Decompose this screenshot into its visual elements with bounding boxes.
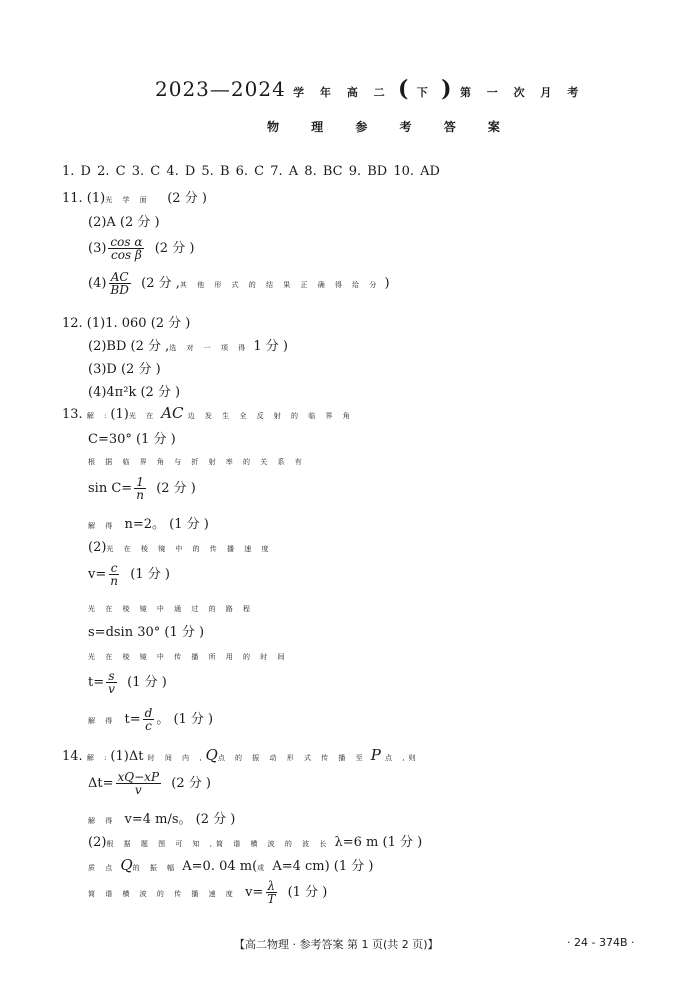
q14-l2-score: (2 分 ): [171, 776, 211, 791]
exam-subtitle: 物 理 参 考 答 案: [267, 120, 514, 134]
q14-l1-note4: 点 ,则: [385, 754, 420, 762]
q14-l5-main: A=0. 04 m(: [182, 859, 258, 874]
q11-l3-den: cos β: [111, 248, 142, 262]
q13-line8: 光 在 棱 镜 中 通 过 的 路 程: [88, 605, 255, 613]
q13-line9: s=dsin 30° (1 分 ): [88, 625, 205, 640]
q14-l6-pre: v=: [245, 885, 264, 900]
q13-l12-note: 解 得: [88, 717, 117, 725]
q13-l7-fraction: [108, 562, 120, 587]
q11-l4-fraction: [108, 271, 130, 296]
title-paren-close: ): [441, 76, 453, 102]
q14-l1-note2: 时 间 内 ,: [147, 754, 206, 762]
q11-l3-label: (3): [88, 241, 107, 256]
q14-line3: [88, 808, 235, 827]
q11-line1: [62, 187, 207, 206]
q13-l1-note3: 边 发 生 全 反 射 的 临 界 角: [187, 412, 354, 420]
q13-l1-label: 13.: [62, 407, 83, 422]
q14-l1-p: P: [370, 746, 381, 764]
q13-l11-score: (1 分 ): [127, 675, 167, 690]
q13-l11-pre: t=: [88, 675, 105, 690]
q11-l3-fraction: [108, 236, 144, 261]
q13-line3: 根 据 临 界 角 与 折 射 率 的 关 系 有: [88, 458, 306, 466]
q14-l5-note3: 或: [257, 864, 269, 872]
q12-l2-note: 选 对 一 项 得: [169, 344, 250, 352]
q14-l5-end: A=4 cm) (1 分 ): [272, 859, 374, 874]
q12-line3: (3)D (2 分 ): [88, 362, 161, 377]
q12-l2-main: (2)BD (2 分 ,: [88, 339, 170, 354]
q13-line10: 光 在 棱 镜 中 传 播 所 用 的 时 间: [88, 653, 289, 661]
q13-l1-ac: AC: [161, 404, 184, 422]
q14-l6-note: 简 谐 横 波 的 传 播 速 度: [88, 890, 237, 898]
q14-l1-label: 14.: [62, 749, 83, 764]
q11-l1-note: 光 学 面: [105, 196, 151, 204]
q13-l4-num: 1: [136, 475, 144, 489]
q11-line3: [88, 236, 194, 261]
q11-l1-score: (2 分 ): [167, 191, 207, 206]
title-paren-open: (: [398, 76, 410, 102]
q13-l7-num: c: [110, 561, 118, 575]
footer-code: · 24 - 374B ·: [567, 936, 635, 949]
q13-l1-note2: 光 在: [128, 412, 158, 420]
q13-l11-fraction: [106, 670, 117, 695]
q13-l6-main: (2): [88, 540, 107, 555]
title-years: 2023—2024: [155, 77, 286, 101]
q14-line1: [62, 746, 419, 764]
q13-l11-den: v: [108, 682, 115, 696]
q13-l5-main: n=2。 (1 分 ): [124, 517, 209, 532]
q13-line11: [88, 670, 167, 695]
q14-l1-note1: 解 :: [86, 754, 111, 762]
q14-l2-num: xQ−xP: [117, 770, 160, 784]
q14-l6-num: λ: [267, 879, 276, 893]
q14-l1-note3: 点 的 振 动 形 式 传 播 至: [217, 754, 367, 762]
footer-page-info: 【高二物理 · 参考答案 第 1 页(共 2 页)】: [234, 938, 439, 951]
q14-l2-den: v: [134, 783, 142, 797]
q11-l3-score: (2 分 ): [154, 241, 195, 256]
q13-l4-score: (2 分 ): [156, 481, 196, 496]
q14-line4: [88, 831, 422, 850]
q14-l4-end: λ=6 m (1 分 ): [334, 835, 423, 850]
q14-line6: [88, 880, 327, 905]
q13-l5-note: 解 得: [88, 522, 117, 530]
q12-line4: (4)4π²k (2 分 ): [88, 385, 181, 400]
title-exam: 第 一 次 月 考: [459, 86, 585, 99]
q14-l4-note: 根 据 题 图 可 知 ,简 谐 横 波 的 波 长: [106, 840, 331, 848]
q11-line2: (2)A (2 分 ): [88, 215, 160, 230]
q14-l4-main: (2): [88, 835, 107, 850]
q13-l7-pre: v=: [88, 567, 107, 582]
q14-l6-den: T: [267, 892, 276, 906]
q11-l4-num: AC: [110, 270, 129, 284]
title-paren-text: 下: [416, 86, 434, 99]
q13-l4-den: n: [136, 488, 144, 502]
q12-line2: [88, 335, 288, 354]
q13-l4-pre: sin C=: [88, 481, 133, 496]
q11-line4: [88, 271, 390, 296]
q13-line6: [88, 540, 272, 555]
q13-line7: [88, 562, 170, 587]
q14-l6-score: (1 分 ): [287, 885, 328, 900]
q14-l1-q: Q: [205, 746, 218, 764]
q11-l4-close: ): [384, 276, 390, 291]
q13-line5: [88, 513, 209, 532]
q14-l5-note2: 的 振 幅: [132, 864, 179, 872]
q14-line2: [88, 771, 211, 796]
q11-l4-note: 其 他 形 式 的 结 果 正 确 得 给 分: [179, 281, 381, 289]
q11-l3-num: cos α: [110, 235, 143, 249]
q11-l4-label: (4): [88, 276, 107, 291]
q14-l5-note1: 质 点: [88, 864, 117, 872]
q13-l12-score: 。 (1 分 ): [156, 712, 214, 727]
q13-line1: [62, 404, 354, 422]
q14-l3-note: 解 得: [88, 817, 117, 825]
q13-l7-score: (1 分 ): [130, 567, 170, 582]
q13-l1-main: (1): [110, 407, 129, 422]
q13-line4: [88, 476, 196, 501]
q14-l5-q: Q: [120, 856, 133, 874]
exam-title: [155, 76, 584, 102]
q13-line2: C=30° (1 分 ): [88, 432, 176, 447]
q13-l7-den: n: [110, 574, 118, 588]
q14-line5: [88, 855, 374, 874]
q13-l12-fraction: [143, 707, 155, 732]
q13-line12: [88, 707, 213, 732]
q13-l12-pre: t=: [124, 712, 141, 727]
q13-l12-num: d: [144, 706, 153, 720]
q11-l1-label: 11. (1): [62, 191, 106, 206]
q13-l4-fraction: [134, 476, 146, 501]
q13-l12-den: c: [145, 719, 152, 733]
q11-l4-score: (2 分 ,: [141, 276, 180, 291]
q12-l2-end: 1 分 ): [253, 339, 288, 354]
title-term: 学 年 高 二: [293, 86, 391, 99]
q14-l6-fraction: [265, 880, 277, 905]
q11-l4-den: BD: [110, 283, 129, 297]
q14-l3-main: v=4 m/s。 (2 分 ): [124, 812, 236, 827]
q14-l2-pre: Δt=: [88, 776, 114, 791]
q14-l1-main: (1)Δt: [110, 749, 144, 764]
q12-line1: 12. (1)1. 060 (2 分 ): [62, 316, 191, 331]
q13-l1-note1: 解 :: [86, 412, 111, 420]
mc-answers: 1. D 2. C 3. C 4. D 5. B 6. C 7. A 8. BC 9. BD 10. AD: [62, 164, 440, 179]
q14-l2-fraction: [116, 771, 162, 796]
q13-l6-note: 光 在 棱 镜 中 的 传 播 速 度: [106, 545, 273, 553]
q13-l11-num: s: [108, 669, 115, 683]
